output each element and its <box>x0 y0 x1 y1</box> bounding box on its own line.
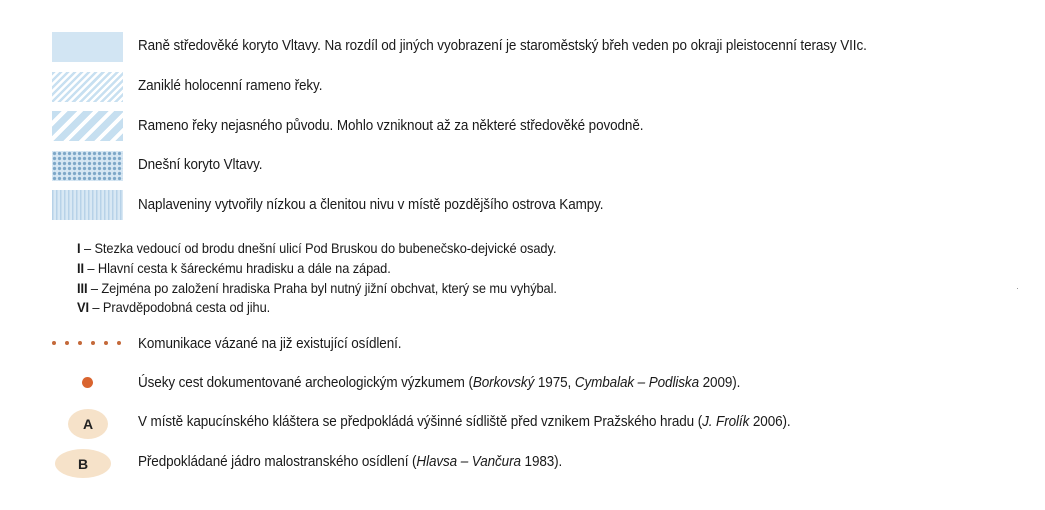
legend-text-unclear-arm: Rameno řeky nejasného původu. Mohlo vzniknout až za některé středověké povodně. <box>138 118 644 134</box>
solid-water-swatch-icon <box>52 32 123 62</box>
route-description: – Pravděpodobná cesta od jihu. <box>88 300 271 315</box>
route-item <box>77 281 557 296</box>
dotted-route-line-icon <box>52 341 122 347</box>
citation-author: Cymbalak – Podliska <box>574 375 699 391</box>
route-numeral: VI <box>77 300 89 315</box>
legend-text-site-b: Předpokládané jádro malostranského osídlení (Hlavsa – Vančura 1983). <box>138 454 563 470</box>
route-numeral: III <box>77 281 88 296</box>
route-numeral: II <box>77 261 84 276</box>
citation-author: J. Frolík <box>702 414 750 430</box>
striped-alluvium-swatch-icon <box>52 190 123 220</box>
citation-author: Borkovský <box>472 375 535 391</box>
legend-text-communication: Komunikace vázané na již existující osídlení. <box>138 336 402 352</box>
legend-text-alluvium: Naplaveniny vytvořily nízkou a členitou nivu v místě pozdějšího ostrova Kampy. <box>138 197 604 213</box>
wide-hatch-swatch-icon <box>52 111 123 141</box>
dotted-water-swatch-icon <box>52 151 123 181</box>
legend-text-road-sections: Úseky cest dokumentované archeologickým výzkumem (Borkovský 1975, Cymbalak – Podliska 2009). <box>138 375 741 391</box>
route-item <box>77 241 556 256</box>
route-description: – Zejména po založení hradiska Praha byl nutný jižní obchvat, který se mu vyhýbal. <box>87 281 557 296</box>
excavation-dot-icon <box>82 377 93 388</box>
route-item <box>77 261 391 276</box>
site-a-marker-icon: A <box>68 409 108 439</box>
legend-text-site-a: V místě kapucínského kláštera se předpokládá výšinné sídliště před vznikem Pražského hradu (J. Frolík 2006). <box>138 414 791 430</box>
fine-hatch-swatch-icon <box>52 72 123 102</box>
legend-text-current-riverbed: Dnešní koryto Vltavy. <box>138 157 263 173</box>
route-description: – Hlavní cesta k šáreckému hradisku a dále na západ. <box>83 261 391 276</box>
citation-author: Hlavsa – Vančura <box>416 454 521 470</box>
legend-text-holocene-arm: Zaniklé holocenní rameno řeky. <box>138 78 323 94</box>
stray-pixel <box>1017 288 1018 289</box>
route-description: – Stezka vedoucí od brodu dnešní ulicí Pod Bruskou do bubenečsko-dejvické osady. <box>80 241 557 256</box>
site-b-marker-icon: B <box>55 449 111 478</box>
route-numeral: I <box>77 241 81 256</box>
route-item <box>77 300 270 315</box>
legend-text-medieval-riverbed: Raně středověké koryto Vltavy. Na rozdíl od jiných vyobrazení je staroměstský břeh veden po okraji pleistocenní terasy VIIc. <box>138 38 867 54</box>
